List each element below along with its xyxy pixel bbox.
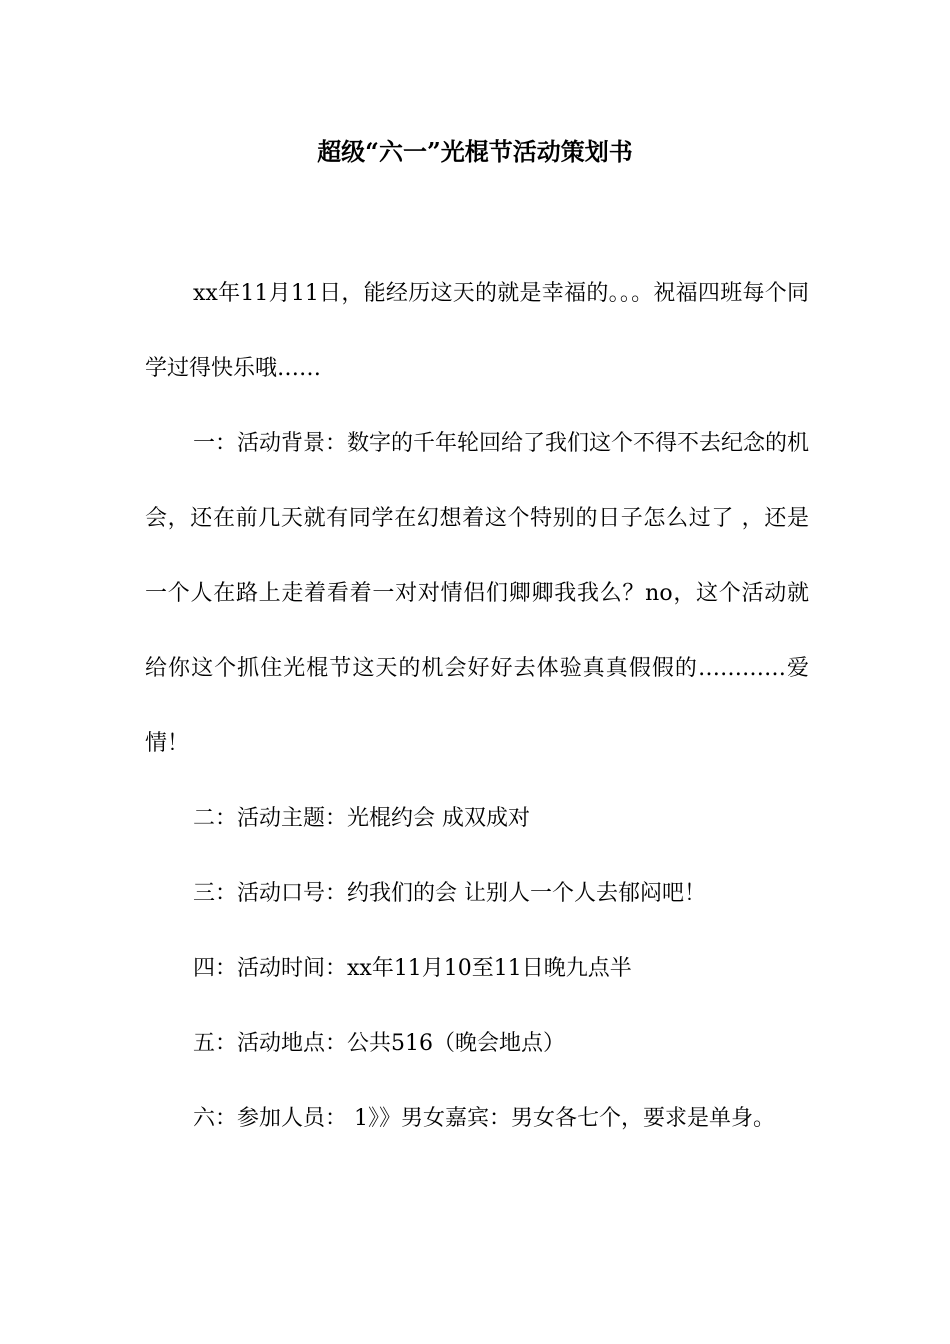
paragraph-participants: 六：参加人员： 1》》男女嘉宾：男女各七个，要求是单身。 <box>193 1106 775 1131</box>
paragraph-slogan: 三：活动口号：约我们的会 让别人一个人去郁闷吧！ <box>193 881 706 906</box>
document-title: 超级“六一”光棍节活动策划书 <box>317 137 633 166</box>
paragraph-background: 一：活动背景：数字的千年轮回给了我们这个不得不去纪念的机会，还在前几天就有同学在幻想着这个特别的日子怎么过了 ，还是一个人在路上走着看着一对对情侣们卿卿我我么？no，这个活动就给你这个抓住光棍节这天的机会好好去体验真真假假的…………爱情！ <box>145 431 810 756</box>
paragraph-location: 五：活动地点：公共516（晚会地点） <box>193 1031 565 1056</box>
paragraph-theme: 二：活动主题：光棍约会 成双成对 <box>193 806 530 831</box>
paragraph-time: 四：活动时间：xx年11月10至11日晚九点半 <box>193 956 632 981</box>
document-body <box>145 256 809 1156</box>
paragraph-greeting: xx年11月11日，能经历这天的就是幸福的。。。祝福四班每个同学过得快乐哦…… <box>145 281 809 381</box>
